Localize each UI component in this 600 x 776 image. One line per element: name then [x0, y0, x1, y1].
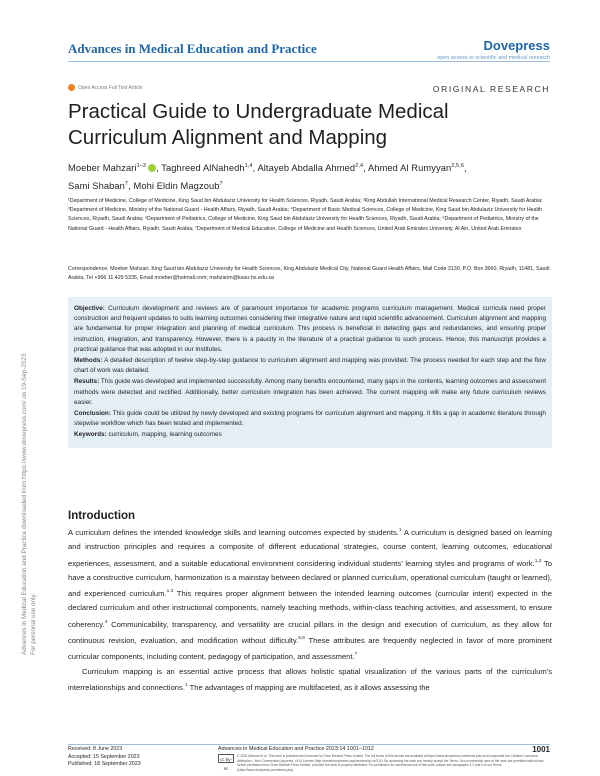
orcid-icon[interactable] [148, 164, 156, 172]
abstract-methods-label: Methods: [74, 357, 103, 365]
author-affiliation[interactable]: 1–3 [136, 163, 147, 169]
page-number: 1001 [532, 745, 550, 754]
author-name[interactable]: Altayeb Abdalla Ahmed [257, 163, 356, 173]
author-affiliation[interactable]: 7 [219, 181, 223, 187]
abstract-objective-label: Objective: [74, 305, 105, 312]
abstract-results: This guide was developed and implemented successfully. Among many benefits encountered, many gaps in the contents, learning outcomes and assessment methods were detected and rectified. Additionally, better curriculum integration has been achieved. The current mapping will make any future curriculum reviews easier. [74, 378, 546, 406]
published-date: Published: 18 September 2023 [68, 761, 141, 767]
citation[interactable]: 5,6 [298, 636, 305, 642]
cc-license-icon[interactable]: cc by-nc [218, 754, 234, 763]
abstract-objective: Curriculum development and reviews are of paramount importance for academic programs curriculum management. Medical curricula need proper construction and frequent updates to suits learning outcomes considering their integrative nature and rapid scientific advancement. Curriculum alignment and mapping are fundamental for proper integration and planning of medical curriculum. This process is beneficial in detecting gaps and redundancies, and ensuring proper instruction, integration, and transparency. However, there is a paucity in the literature of a practical guidance to such process. Hence, this manuscript provides a practical guidance that was adopted in our institutes. [74, 305, 546, 353]
received-date: Received: 8 June 2023 [68, 746, 123, 752]
article-title: Practical Guide to Undergraduate Medical Curriculum Alignment and Mapping [68, 100, 449, 149]
correspondence: Correspondence: Moeber Mahzari, King Saud bin Abdulaziz University for Health Sciences, King Abdulaziz Medical City, National Guard Health Affairs, Mail Code 3130, P.O. Box 3660, Riyadh, 11481, Saudi Arabia, Tel +966 11 429 5335, Email moeber@hotmail.com; mahzarim@ksau-hs.edu.sa [68, 266, 550, 282]
author-affiliation[interactable]: 2,4 [355, 163, 364, 169]
abstract-conclusion-label: Conclusion: [74, 410, 111, 418]
text-run: The advantages of mapping are multifaceted, as it allows assessing the [187, 682, 430, 692]
paragraph [68, 524, 552, 665]
text-run: A curriculum is designed based on learning and instruction principles and requires a composite of different educational strategies, course content, learning outcomes, educational experiences, assessment, and a suitable educational environment considering individual students’ learning styles and programs of work. [68, 528, 552, 568]
text-run: This requires proper alignment between the intended learning outcomes (curricular intent) expected in the declared curriculum and other instructional components, namely teaching methods, within-class teaching activities, and assessment, to ensure coherency. [68, 589, 552, 629]
abstract-results-label: Results: [74, 378, 100, 386]
author-name[interactable]: Taghreed AlNahedh [161, 163, 245, 173]
open-access-text: Open Access Full Text Article [78, 84, 143, 91]
abstract-conclusion: This guide could be utilized by newly developed and existing programs for curriculum alignment and mapping. It fills a gap in academic literature through stepwise workflow which has been tested and implemented. [74, 410, 546, 428]
text-run: These attributes are frequently neglected in favor of more prominent curricular components, including content, pedagogy of participation, and assessment. [68, 636, 552, 662]
author-name[interactable]: Ahmed Al Rumyyan [368, 163, 452, 173]
introduction-body [68, 524, 552, 695]
download-watermark [21, 235, 38, 655]
abstract-methods: A detailed description of twelve step-by-step guidance to curriculum alignment and mapping was provided. The process needed for each step and the flow chart of work was detailed. [74, 357, 546, 375]
text-run: Curriculum mapping is an essential active process that allows holistic spatial visualization of the various parts of the curriculum’s interrelationships and connections. [68, 666, 552, 692]
license-text: © 2023 Mahzari et al. This work is published and licensed by Dove Medical Press Limited. The full terms of this license are available at https://www.dovepress.com/terms.php and incorporate the Creative Commons Attribution – Non Commercial (unported, v3.0) License (http://creativecommons.org/licenses/by-nc/3.0/). By accessing the work you hereby accept the Terms. Non-commercial uses of the work are permitted without any further permission from Dove Medical Press Limited, provided the work is properly attributed. For permission for commercial use of this work, please see paragraphs 4.2 and 5 of our Terms (https://www.dovepress.com/terms.php). [237, 754, 544, 772]
author-affiliation[interactable]: 2,5,6 [451, 163, 464, 169]
publisher-tagline: open access to scientific and medical research [437, 55, 550, 61]
citation[interactable]: 1,3 [166, 589, 174, 595]
text-run: To have a constructive curriculum, harmonization is a mainstay between declared or planned curriculum, operational curriculum (taught or learned), and experienced curriculum. [68, 558, 552, 599]
citation[interactable]: 1 [398, 528, 402, 533]
text-run: A curriculum defines the intended knowledge skills and learning outcomes expected by students. [68, 528, 399, 537]
affiliations: ¹Department of Medicine, College of Medicine, King Saud bin Abdulaziz University for Health Sciences, Riyadh, Saudi Arabia; ²King Abdullah International Medical Research Center, Riyadh, Saudi Arabia; ³Department of Medicine, Ministry of the National Guard - Health Affairs, Riyadh, Saudi Arabia; ⁴Department of Basic Medical Sciences, College of Medicine, King Saud bin Abdulaziz University for Health Sciences, Riyadh, Saudi Arabia; ⁵Department of Pediatrics, College of Medicine, King Saud bin Abdulaziz University for Health Sciences, Riyadh, Saudi Arabia; ⁶Department of Pediatrics, Ministry of the National Guard - Health Affairs, Riyadh, Saudi Arabia; ⁷Department of Medical Education, College of Medicine and Health Sciences, United Arab Emirates University, Al Ain, United Arab Emirates [68, 198, 543, 232]
author-affiliation[interactable]: 7 [124, 181, 129, 187]
section-heading: Introduction [68, 510, 136, 522]
publication-dates [68, 746, 141, 769]
author-name[interactable]: Sami Shaban [68, 181, 125, 191]
download-note: Advances in Medical Education and Practice downloaded from https://www.dovepress.com/ on 19-Sep-2023 [21, 353, 28, 655]
accepted-date: Accepted: 15 September 2023 [68, 753, 140, 760]
keywords-label: Keywords: [74, 431, 107, 439]
personal-use-note: For personal use only. [29, 593, 37, 655]
text-run: Communicability, transparency, and versatility are crucial pillars in the design and execution of curriculum, as they allow for continuous revision, evaluation, and modification without difficulty. [68, 619, 552, 646]
citation[interactable]: 1,2 [534, 558, 542, 564]
author-affiliation[interactable]: 1,4 [244, 163, 253, 169]
publisher-name: Dovepress [483, 38, 550, 53]
citation[interactable]: 7 [354, 652, 358, 658]
citation[interactable]: 1 [184, 682, 188, 688]
citation[interactable]: 4 [104, 619, 108, 625]
footer-citation[interactable]: Advances in Medical Education and Practice 2023:14 1001–1012 [218, 746, 374, 752]
section-label: ORIGINAL RESEARCH [432, 84, 550, 94]
journal-title[interactable]: Advances in Medical Education and Practice [68, 41, 317, 56]
author-name[interactable]: Mohi Eldin Magzoub [133, 181, 220, 191]
footer-rule [68, 744, 550, 745]
header-rule [68, 61, 550, 62]
author-name[interactable]: Moeber Mahzari [68, 163, 137, 173]
author-list: Moeber Mahzari$^{1-3}$ , Taghreed AlNahedh$^{1,4}$, Altayeb Abdalla Ahmed$^{2,4}$, Ahmed Al Rumyyan$^{2,5,6}$, Sami Shaban$^7$, Mohi Eldin Magzoub$^7$ [68, 163, 467, 191]
open-access-icon [68, 84, 75, 91]
abstract-box [68, 297, 552, 448]
open-access-label[interactable] [68, 84, 142, 91]
paragraph [68, 665, 552, 696]
keywords: curriculum, mapping, learning outcomes [108, 431, 222, 439]
